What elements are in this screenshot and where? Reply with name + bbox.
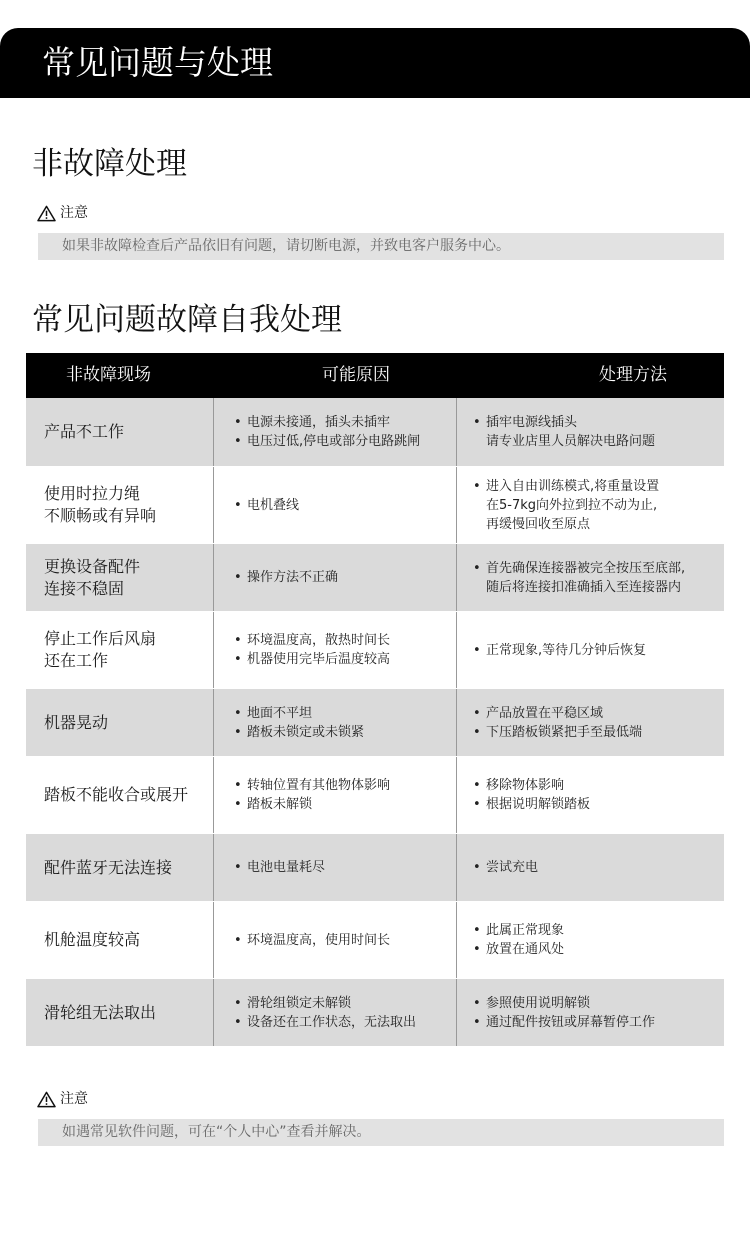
solution-cell-line: • 根据说明解锁踏板 <box>473 795 590 814</box>
problem-cell-line: 停止工作后风扇 <box>44 629 157 648</box>
cause-cell-line: • 踏板未解锁 <box>234 795 390 814</box>
problem-cell-line: 更换设备配件 <box>44 556 141 576</box>
cause-cell <box>213 979 457 1046</box>
problem-cell-line: 使用时拉力绳 <box>44 484 141 503</box>
cause-cell-line: • 电机叠线 <box>234 496 299 515</box>
table-row <box>26 467 724 544</box>
problem-cell-line: 配件蓝牙无法连接 <box>44 857 173 877</box>
problem-cell <box>26 612 213 688</box>
cause-cell-line: • 环境温度高，使用时间长 <box>234 931 390 950</box>
cause-cell-line: • 电池电量耗尽 <box>234 858 325 877</box>
page-title: 常见问题与处理 <box>42 43 273 82</box>
solution-cell-line: 请专业店里人员解决电路问题 <box>486 434 656 449</box>
cause-cell-line: • 环境温度高，散热时间长 <box>234 631 390 650</box>
problem-cell-line: 连接不稳固 <box>44 578 125 598</box>
problem-cell <box>26 979 213 1046</box>
cause-cell <box>213 902 457 978</box>
table-header <box>26 353 724 398</box>
cause-cell <box>213 398 457 466</box>
solution-cell-line: • 正常现象,等待几分钟后恢复 <box>473 641 646 660</box>
page-header <box>0 28 750 98</box>
solution-cell-line: 随后将连接扣准确插入至连接器内 <box>486 579 682 595</box>
problem-cell-line: 还在工作 <box>44 651 109 670</box>
footer-notice-label <box>37 1089 88 1109</box>
solution-cell-line: • 通过配件按钮或屏幕暂停工作 <box>473 1013 655 1032</box>
solution-cell-line: • 产品放置在平稳区域 <box>473 704 642 723</box>
column-header-problem: 非故障现场 <box>66 365 151 385</box>
cause-cell <box>213 544 457 611</box>
problem-cell <box>26 757 213 833</box>
table-row <box>26 612 724 689</box>
notice-label <box>37 203 88 223</box>
cause-cell <box>213 612 457 688</box>
solution-cell-line: • 进入自由训练模式,将重量设置 <box>473 477 659 496</box>
problem-cell-line: 踏板不能收合或展开 <box>44 785 189 804</box>
problem-cell <box>26 544 213 611</box>
problem-cell-line: 滑轮组无法取出 <box>44 1002 157 1022</box>
notice-text: 如果非故障检查后产品依旧有问题，请切断电源，并致电客户服务中心。 <box>38 233 724 260</box>
cause-cell-line: • 踏板未锁定或未锁紧 <box>234 723 364 742</box>
notice-label-text: 注意 <box>60 205 88 221</box>
solution-cell-line: 再缓慢回收至原点 <box>486 516 591 532</box>
table-row <box>26 757 724 834</box>
solution-cell <box>457 834 724 901</box>
solution-cell <box>457 544 724 611</box>
solution-cell-line: • 此属正常现象 <box>473 921 564 940</box>
cause-cell <box>213 689 457 756</box>
solution-cell-line: • 移除物体影响 <box>473 776 590 795</box>
cause-cell-line: • 电源未接通，插头未插牢 <box>234 413 420 432</box>
solution-cell <box>457 979 724 1046</box>
solution-cell-line: • 首先确保连接器被完全按压至底部, <box>473 559 685 578</box>
solution-cell <box>457 689 724 756</box>
table-row <box>26 398 724 467</box>
table-row <box>26 544 724 612</box>
solution-cell-line: 在5-7kg向外拉到拉不动为止, <box>486 497 658 513</box>
problem-cell-line: 不顺畅或有异响 <box>44 506 157 525</box>
cause-cell <box>213 757 457 833</box>
footer-notice-label-text: 注意 <box>60 1091 88 1107</box>
table-row <box>26 834 724 902</box>
problem-cell <box>26 902 213 978</box>
cause-cell <box>213 834 457 901</box>
problem-cell <box>26 398 213 466</box>
solution-cell-line: • 插牢电源线插头 <box>473 413 655 432</box>
solution-cell-line: • 尝试充电 <box>473 858 538 877</box>
footer-notice-text: 如遇常见软件问题，可在“个人中心”查看并解决。 <box>38 1119 724 1146</box>
section-title-non-fault: 非故障处理 <box>32 146 187 182</box>
cause-cell-line: • 转轴位置有其他物体影响 <box>234 776 390 795</box>
cause-cell-line: • 地面不平坦 <box>234 704 364 723</box>
cause-cell-line: • 操作方法不正确 <box>234 568 338 587</box>
warning-triangle-icon <box>37 205 56 222</box>
solution-cell-line: • 放置在通风处 <box>473 940 564 959</box>
solution-cell <box>457 612 724 688</box>
problem-cell-line: 产品不工作 <box>44 422 125 441</box>
table-row <box>26 902 724 979</box>
solution-cell <box>457 902 724 978</box>
cause-cell-line: • 滑轮组锁定未解锁 <box>234 994 416 1013</box>
faq-table <box>26 353 724 1047</box>
solution-cell <box>457 757 724 833</box>
problem-cell <box>26 467 213 543</box>
solution-cell <box>457 467 724 543</box>
warning-triangle-icon <box>37 1091 56 1108</box>
problem-cell-line: 机舱温度较高 <box>44 930 141 949</box>
solution-cell-line: • 参照使用说明解锁 <box>473 994 655 1013</box>
cause-cell-line: • 设备还在工作状态，无法取出 <box>234 1013 416 1032</box>
column-header-solution: 处理方法 <box>599 365 667 385</box>
solution-cell <box>457 398 724 466</box>
table-row <box>26 689 724 757</box>
problem-cell <box>26 834 213 901</box>
table-row <box>26 979 724 1047</box>
cause-cell-line: • 电压过低,停电或部分电路跳闸 <box>234 432 420 451</box>
problem-cell-line: 机器晃动 <box>44 712 109 732</box>
problem-cell <box>26 689 213 756</box>
section-title-self-handling: 常见问题故障自我处理 <box>32 302 342 338</box>
cause-cell-line: • 机器使用完毕后温度较高 <box>234 650 390 669</box>
cause-cell <box>213 467 457 543</box>
column-header-cause: 可能原因 <box>322 365 390 385</box>
solution-cell-line: • 下压踏板锁紧把手至最低端 <box>473 723 642 742</box>
